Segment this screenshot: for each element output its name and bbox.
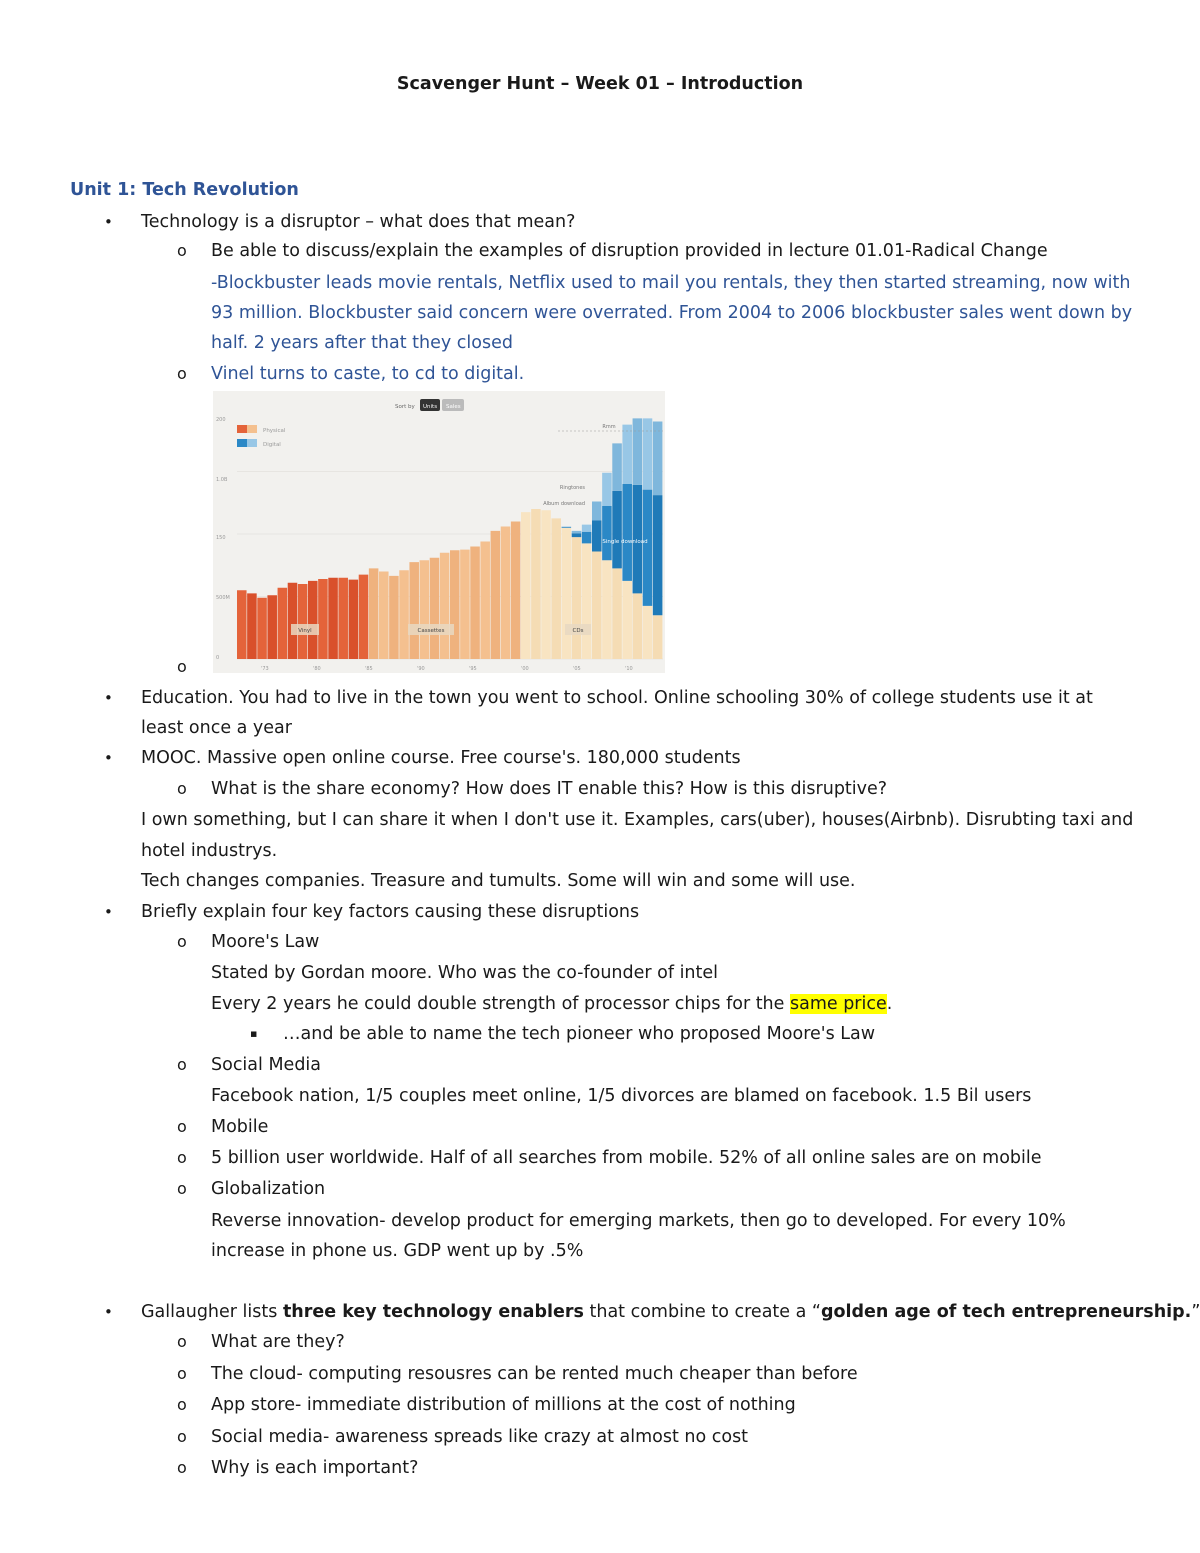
answer-vinyl: Vinel turns to caste, to cd to digital. — [211, 364, 525, 384]
chart-x-tick-label: '90 — [417, 666, 425, 672]
question-examples: Be able to discuss/explain the examples of disruption provided in lecture 01.01-Radical Change — [211, 241, 1048, 261]
chart-annotation-label: CDs — [572, 628, 584, 634]
bullet-marker: • — [104, 213, 113, 231]
chart-bar-physical — [420, 560, 430, 659]
moore-answer-text: Every 2 years he could double strength of processor chips for the — [211, 994, 790, 1014]
enabler-app-store: App store- immediate distribution of millions at the cost of nothing — [211, 1395, 796, 1415]
moore-answer-period: . — [886, 994, 893, 1014]
chart-bar-physical — [247, 593, 257, 659]
sort-button-sales: Sales — [446, 404, 461, 410]
chart-bar-physical — [541, 510, 551, 659]
chart-bar-physical — [562, 528, 572, 659]
circle-marker: o — [177, 1179, 187, 1198]
chart-bar-digital-single — [582, 532, 592, 544]
chart-annotation-top: Rmm — [602, 424, 616, 430]
chart-bar-physical — [237, 590, 247, 659]
bullet-marker: • — [104, 689, 113, 707]
chart-bar-digital-single — [602, 506, 612, 560]
factor-mobile: Mobile — [211, 1117, 269, 1137]
legend-label-physical: Physical — [263, 428, 286, 434]
chart-y-tick-label: 150 — [216, 535, 226, 541]
legend-swatch-digital-2 — [247, 439, 257, 447]
gallaugher-line — [141, 1301, 1200, 1323]
chart-bar-physical — [338, 578, 348, 659]
bullet-marker: • — [104, 903, 113, 921]
chart-bar-physical — [278, 588, 288, 659]
chart-bar-physical — [572, 537, 582, 659]
chart-x-tick-label: '73 — [261, 666, 269, 672]
sort-button-units: Units — [423, 404, 438, 410]
chart-bar-physical — [450, 550, 460, 659]
chart-bar-digital-other — [622, 425, 632, 484]
mooc-line: MOOC. Massive open online course. Free course's. 180,000 students — [141, 748, 741, 768]
answer-blockbuster-1: -Blockbuster leads movie rentals, Netflix used to mail you rentals, they then started streaming, now with — [211, 273, 1131, 293]
factor-moore: Moore's Law — [211, 932, 320, 952]
chart-bar-physical — [308, 581, 318, 659]
chart-bar-physical — [399, 570, 409, 659]
gallaugher-text-3: ” — [1191, 1302, 1200, 1322]
chart-bar-digital-other — [592, 502, 602, 521]
globalization-answer-1: Reverse innovation- develop product for emerging markets, then go to developed. For every 10% — [211, 1211, 1066, 1231]
question-disruptor: Technology is a disruptor – what does that mean? — [141, 212, 576, 232]
chart-bar-physical — [480, 542, 490, 660]
factor-globalization: Globalization — [211, 1179, 326, 1199]
chart-bar-digital-single — [653, 495, 663, 615]
chart-bar-physical — [379, 572, 389, 660]
chart-bar-physical — [470, 547, 480, 660]
chart-bar-digital-other — [582, 525, 592, 532]
circle-marker: o — [177, 1395, 187, 1414]
chart-y-tick-label: 200 — [216, 417, 226, 423]
circle-marker: o — [177, 1364, 187, 1383]
chart-x-tick-label: '80 — [313, 666, 321, 672]
highlighted-same-price: same price — [789, 994, 887, 1014]
chart-x-tick-label: '00 — [521, 666, 529, 672]
factor-social-media: Social Media — [211, 1055, 322, 1075]
chart-annotation-label: Cassettes — [417, 628, 445, 634]
chart-bar-physical — [592, 552, 602, 660]
chart-bar-digital-other — [643, 418, 653, 489]
education-line-2: least once a year — [141, 718, 292, 738]
circle-marker: o — [177, 241, 187, 260]
enabler-cloud: The cloud- computing resousres can be rented much cheaper than before — [211, 1364, 858, 1384]
chart-bar-physical — [551, 518, 561, 659]
chart-bar-physical — [602, 560, 612, 659]
chart-bar-physical — [328, 578, 338, 659]
chart-annotation-label: Vinyl — [298, 628, 312, 634]
moore-answer-1: Stated by Gordan moore. Who was the co-founder of intel — [211, 963, 719, 983]
chart-y-tick-label: 0 — [216, 655, 220, 661]
factors-question: Briefly explain four key factors causing these disruptions — [141, 902, 640, 922]
chart-x-tick-label: '10 — [625, 666, 633, 672]
moore-answer-2 — [211, 993, 892, 1015]
bullet-marker: • — [104, 1303, 113, 1321]
chart-annotation-single-download: Single download — [602, 539, 648, 545]
chart-bar-physical — [511, 522, 521, 660]
chart-bar-physical — [643, 606, 653, 659]
chart-bar-physical — [318, 579, 328, 659]
circle-marker: o — [177, 1055, 187, 1074]
mobile-answer: 5 billion user worldwide. Half of all searches from mobile. 52% of all online sales are on mobile — [211, 1148, 1042, 1168]
chart-bar-physical — [409, 562, 419, 659]
education-line-1: Education. You had to live in the town you went to school. Online schooling 30% of college students use it at — [141, 688, 1093, 708]
share-answer-2: hotel industrys. — [141, 841, 278, 861]
importance-question: Why is each important? — [211, 1458, 419, 1478]
legend-label-digital: Digital — [263, 442, 281, 448]
chart-bar-digital-single — [622, 484, 632, 581]
chart-bar-physical — [501, 527, 511, 660]
chart-bar-physical — [531, 509, 541, 659]
chart-bar-digital-other — [612, 443, 622, 491]
chart-y-tick-label: 1.0B — [216, 477, 228, 483]
answer-blockbuster-2: 93 million. Blockbuster said concern were overrated. From 2004 to 2006 blockbuster sales went down by — [211, 303, 1133, 323]
chart-x-tick-label: '05 — [573, 666, 581, 672]
chart-bar-digital-other — [653, 422, 663, 496]
chart-bar-physical — [440, 553, 450, 659]
share-economy-question: What is the share economy? How does IT enable this? How is this disruptive? — [211, 779, 888, 799]
chart-bar-physical — [369, 568, 379, 659]
chart-bar-physical — [582, 543, 592, 659]
gallaugher-bold-golden-age: golden age of tech entrepreneurship. — [820, 1302, 1192, 1322]
gallaugher-bold-enablers: three key technology enablers — [282, 1302, 584, 1322]
share-answer-1: I own something, but I can share it when I don't use it. Examples, cars(uber), houses(Airbnb). Disrubting taxi and — [141, 810, 1134, 830]
legend-swatch-physical-2 — [247, 425, 257, 433]
legend-swatch-digital — [237, 439, 247, 447]
circle-marker: o — [177, 1148, 187, 1167]
chart-bar-digital-single — [643, 490, 653, 606]
answer-blockbuster-3: half. 2 years after that they closed — [211, 333, 513, 353]
share-answer-3: Tech changes companies. Treasure and tumults. Some will win and some will use. — [141, 871, 856, 891]
circle-marker: o — [177, 1427, 187, 1446]
circle-marker: o — [177, 364, 187, 383]
legend-swatch-physical — [237, 425, 247, 433]
chart-bar-physical — [430, 558, 440, 659]
circle-marker: o — [177, 1117, 187, 1136]
chart-bar-digital-single — [612, 491, 622, 569]
gallaugher-text-1: Gallaugher lists — [141, 1302, 283, 1322]
chart-bar-physical — [389, 576, 399, 659]
chart-x-tick-label: '95 — [469, 666, 477, 672]
enabler-social-media: Social media- awareness spreads like crazy at almost no cost — [211, 1427, 749, 1447]
bullet-marker: • — [104, 749, 113, 767]
chart-bar-physical — [622, 581, 632, 659]
moore-subquestion: …and be able to name the tech pioneer who proposed Moore's Law — [283, 1024, 876, 1044]
chart-bar-physical — [349, 580, 359, 659]
chart-bar-physical — [521, 512, 531, 659]
chart-bar-physical — [612, 568, 622, 659]
enablers-question: What are they? — [211, 1332, 345, 1352]
chart-y-tick-label: 500M — [216, 595, 230, 601]
circle-marker: o — [177, 932, 187, 951]
chart-bar-physical — [633, 593, 643, 659]
globalization-answer-2: increase in phone us. GDP went up by .5% — [211, 1241, 584, 1261]
chart-bar-digital-other — [633, 418, 643, 485]
chart-bar-physical — [298, 584, 308, 659]
chart-bar-digital-single — [572, 533, 582, 537]
chart-bar-physical — [288, 583, 298, 659]
chart-annotation-ringtones: Ringtones — [559, 485, 585, 491]
circle-marker: o — [177, 779, 187, 798]
chart-bar-digital-other — [572, 531, 582, 533]
chart-bar-physical — [257, 598, 267, 659]
chart-x-tick-label: '85 — [365, 666, 373, 672]
square-marker: ▪ — [250, 1027, 258, 1040]
circle-marker: o — [177, 1332, 187, 1351]
music-sales-chart — [213, 391, 665, 673]
gallaugher-text-2: that combine to create a “ — [583, 1302, 821, 1322]
chart-bar-physical — [359, 575, 369, 659]
chart-bar-digital-single — [592, 521, 602, 552]
circle-marker: o — [177, 1458, 187, 1477]
social-answer: Facebook nation, 1/5 couples meet online, 1/5 divorces are blamed on facebook. 1.5 Bil users — [211, 1086, 1032, 1106]
chart-annotation-album-download: Album download — [543, 501, 585, 507]
chart-bar-physical — [491, 531, 501, 659]
unit-heading: Unit 1: Tech Revolution — [70, 180, 299, 200]
page-title: Scavenger Hunt – Week 01 – Introduction — [396, 74, 804, 94]
chart-bar-physical — [267, 595, 277, 659]
chart-bar-physical — [460, 550, 470, 659]
chart-bar-digital-single — [562, 527, 572, 528]
circle-marker: o — [177, 657, 187, 676]
chart-bar-digital-other — [602, 473, 612, 506]
chart-bar-physical — [653, 615, 663, 659]
sort-label: Sort by — [395, 404, 415, 410]
